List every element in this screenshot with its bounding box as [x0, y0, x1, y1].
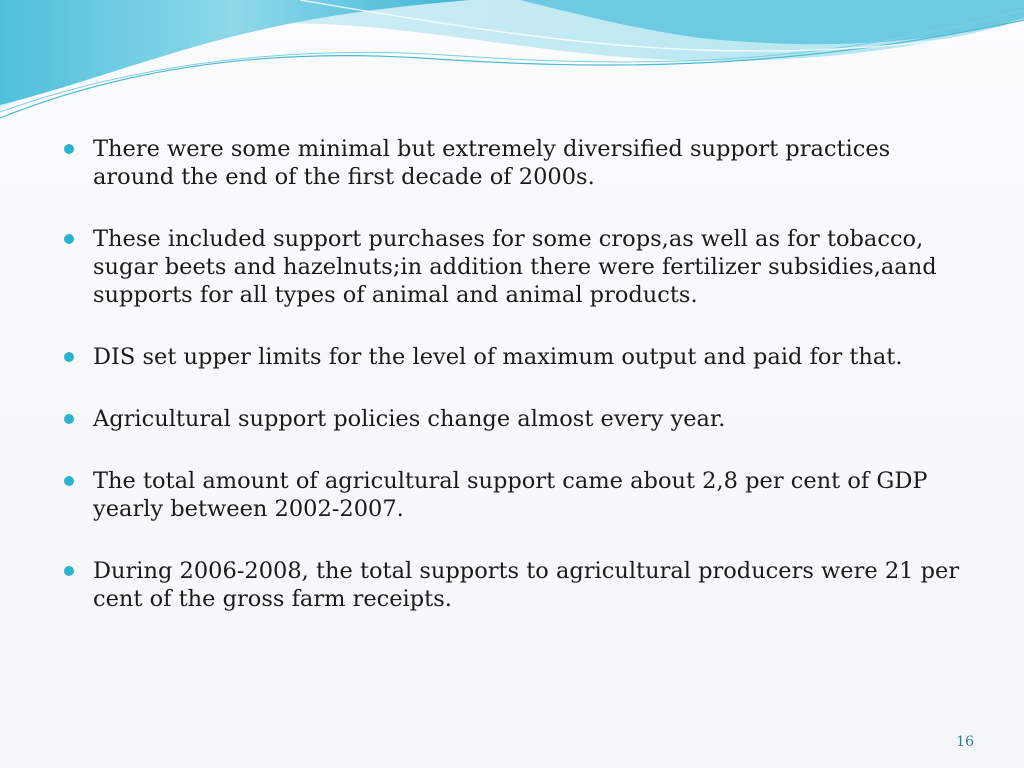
bullet-item [60, 467, 970, 523]
bullet-item [60, 405, 970, 433]
bullet-item [60, 135, 970, 191]
bullet-text: The total amount of agricultural support came about 2,8 per cent of GDP yearly between 2002-2007. [93, 468, 928, 522]
bullet-list [60, 135, 970, 647]
bullet-dot-icon [64, 566, 74, 576]
bullet-item [60, 343, 970, 371]
bullet-dot-icon [64, 414, 74, 424]
bullet-item [60, 225, 970, 309]
bullet-text: Agricultural support policies change almost every year. [93, 406, 726, 432]
bullet-text: There were some minimal but extremely diversified support practices around the end of the first decade of 2000s. [93, 136, 891, 190]
bullet-text: During 2006-2008, the total supports to agricultural producers were 21 per cent of the gross farm receipts. [93, 558, 960, 612]
decorative-wave-header [0, 0, 1024, 130]
bullet-dot-icon [64, 476, 74, 486]
bullet-dot-icon [64, 144, 74, 154]
bullet-item [60, 557, 970, 613]
bullet-dot-icon [64, 234, 74, 244]
page-number: 16 [956, 734, 974, 750]
bullet-text: DIS set upper limits for the level of maximum output and paid for that. [93, 344, 903, 370]
bullet-text: These included support purchases for some crops,as well as for tobacco, sugar beets and hazelnuts;in addition there were fertilizer subsidies,aand supports for all types of animal and animal products. [93, 226, 937, 308]
bullet-dot-icon [64, 352, 74, 362]
